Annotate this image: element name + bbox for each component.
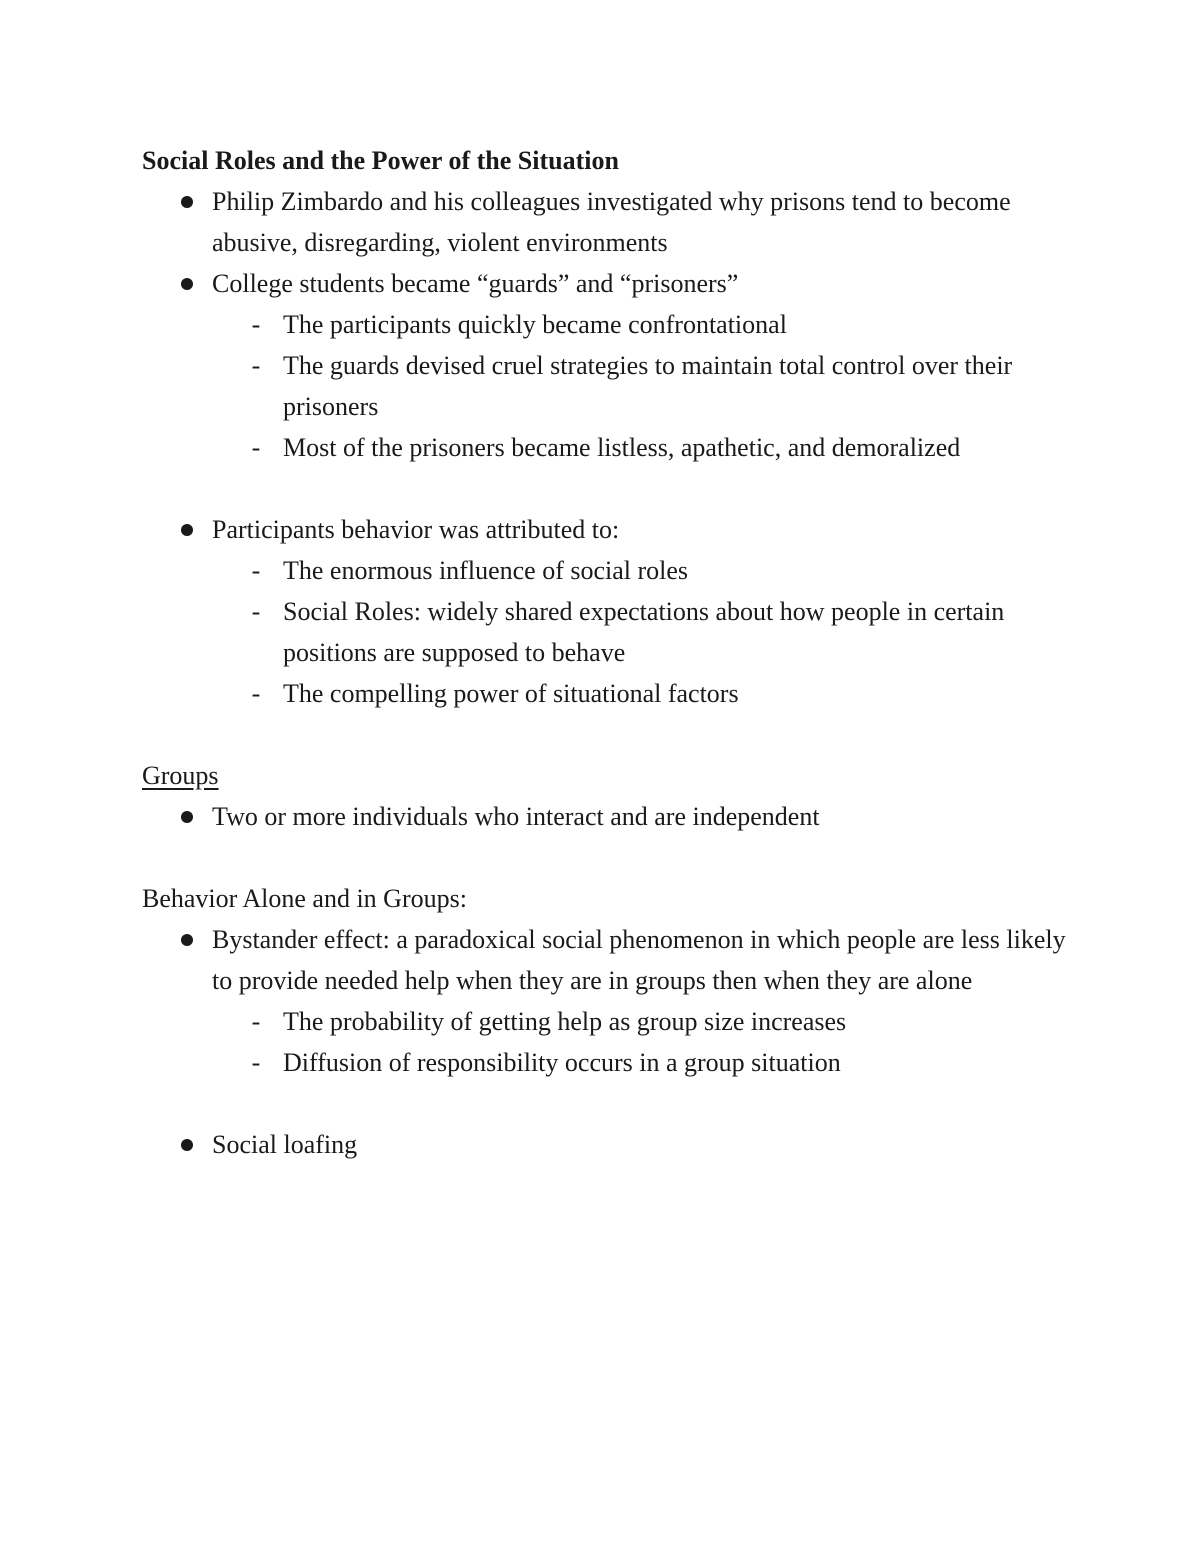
document-content (142, 140, 1072, 1165)
bullet-list (142, 919, 1072, 1083)
bullet-list (142, 509, 1072, 714)
bullet-text: Two or more individuals who interact and are independent (212, 802, 820, 831)
spacer (142, 837, 1072, 878)
bullet-text: Participants behavior was attributed to: (212, 515, 620, 544)
bullet-icon (181, 278, 193, 290)
sub-item (212, 591, 1072, 673)
dash-icon: - (251, 310, 261, 339)
bullet-item (142, 1124, 1072, 1165)
bullet-text: Bystander effect: a paradoxical social phenomenon in which people are less likely to provide needed help when they are in groups then when they are alone (212, 925, 1066, 995)
sub-item-text: The guards devised cruel strategies to maintain total control over their prisoners (283, 351, 1013, 421)
bullet-item (142, 263, 1072, 468)
bullet-item (142, 796, 1072, 837)
bullet-text: Social loafing (212, 1130, 358, 1159)
spacer (142, 1083, 1072, 1124)
dash-icon: - (251, 1048, 261, 1077)
bullet-list (142, 181, 1072, 468)
sub-item (212, 550, 1072, 591)
section-heading-social-roles: Social Roles and the Power of the Situation (142, 146, 619, 175)
bullet-text: Philip Zimbardo and his colleagues investigated why prisons tend to become abusive, disregarding, violent environments (212, 187, 1011, 257)
sub-list (212, 550, 1072, 714)
sub-item (212, 1042, 1072, 1083)
bullet-icon (181, 1139, 193, 1151)
dash-icon: - (251, 1007, 261, 1036)
dash-icon: - (251, 433, 261, 462)
sub-item (212, 304, 1072, 345)
sub-item (212, 427, 1072, 468)
bullet-icon (181, 524, 193, 536)
bullet-icon (181, 196, 193, 208)
dash-icon: - (251, 597, 261, 626)
bullet-list (142, 796, 1072, 837)
sub-item-text: Diffusion of responsibility occurs in a group situation (283, 1048, 841, 1077)
bullet-text: College students became “guards” and “prisoners” (212, 269, 739, 298)
sub-item-text: Social Roles: widely shared expectations about how people in certain positions are supposed to behave (283, 597, 1005, 667)
sub-list (212, 304, 1072, 468)
section-heading-groups: Groups (142, 761, 219, 790)
bullet-list (142, 1124, 1072, 1165)
bullet-item (142, 181, 1072, 263)
sub-item-text: The participants quickly became confrontational (283, 310, 787, 339)
sub-item-text: The enormous influence of social roles (283, 556, 689, 585)
spacer (142, 468, 1072, 509)
bullet-icon (181, 934, 193, 946)
bullet-item (142, 509, 1072, 714)
sub-item-text: The compelling power of situational factors (283, 679, 739, 708)
spacer (142, 714, 1072, 755)
dash-icon: - (251, 679, 261, 708)
section-heading-behavior: Behavior Alone and in Groups: (142, 884, 467, 913)
sub-item-text: The probability of getting help as group size increases (283, 1007, 847, 1036)
sub-item-text: Most of the prisoners became listless, apathetic, and demoralized (283, 433, 961, 462)
bullet-item (142, 919, 1072, 1083)
sub-item (212, 673, 1072, 714)
sub-list (212, 1001, 1072, 1083)
dash-icon: - (251, 351, 261, 380)
bullet-icon (181, 811, 193, 823)
sub-item (212, 1001, 1072, 1042)
dash-icon: - (251, 556, 261, 585)
sub-item (212, 345, 1072, 427)
